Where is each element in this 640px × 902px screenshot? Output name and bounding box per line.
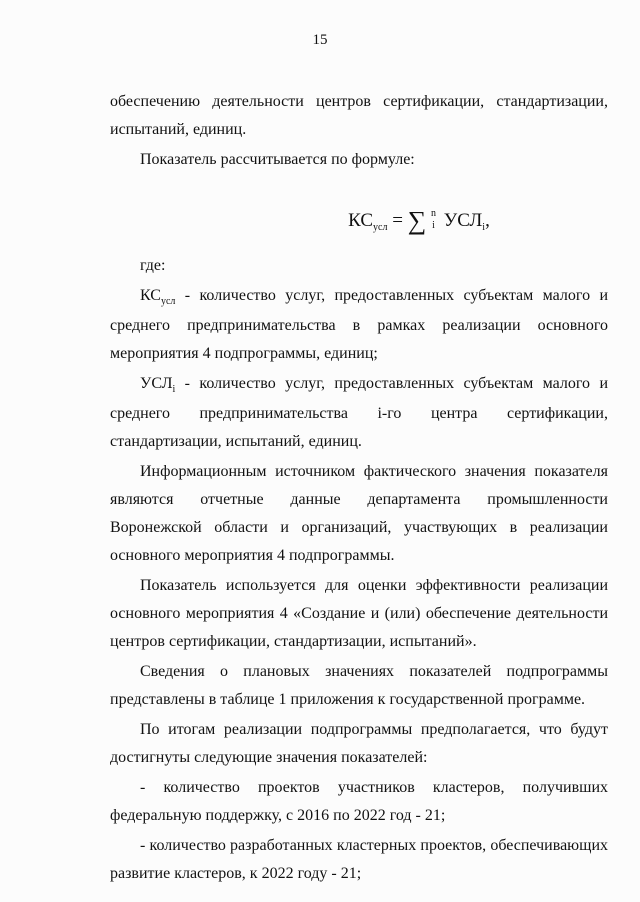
- formula-lhs: $КС_{усл}$: [348, 210, 388, 233]
- sum-symbol: ∑: [407, 206, 427, 235]
- paragraph-continuation: обеспечению деятельности центров сертификации, стандартизации, испытаний, единиц.: [110, 93, 608, 138]
- paragraph-expected-results: По итогам реализации подпрограммы предполагается, что будут достигнуты следующие значения показателей:: [110, 721, 608, 766]
- paragraph-plan-values: Сведения о плановых значениях показателей подпрограммы представлены в таблице 1 приложения к государственной программе.: [110, 663, 608, 708]
- paragraph-info-source: Информационным источником фактического значения показателя являются отчетные данные департамента промышленности Воронежской области и организаций, участвующих в реализации основного мероприятия 4 подпрограммы.: [110, 463, 608, 564]
- paragraph-indicator-usage: Показатель используется для оценки эффективности реализации основного мероприятия 4 «Создание и (или) обеспечение деятельности центров сертификации, стандартизации, испытаний».: [110, 577, 608, 650]
- sum-limits: [431, 208, 436, 232]
- page-number: 15: [312, 32, 328, 48]
- sum-lower-limit: i: [432, 219, 435, 231]
- formula-rhs: $УСЛ_i$,: [443, 210, 490, 233]
- formula-equals: =: [392, 210, 403, 231]
- where-label: где:: [140, 257, 166, 274]
- list-item-developed-projects: - количество разработанных кластерных проектов, обеспечивающих развитие кластеров, к 2022 году - 21;: [110, 837, 608, 882]
- definition-ksusl: $КС_{усл}$ - количество услуг, предоставленных субъектам малого и среднего предпринимательства в рамках реализации основного мероприятия 4 подпрограммы, единиц;: [110, 287, 608, 362]
- formula: [230, 196, 608, 240]
- sum-upper-limit: n: [431, 207, 436, 219]
- list-item-cluster-projects: - количество проектов участников кластеров, получивших федеральную поддержку, с 2016 по 2022 год - 21;: [110, 779, 608, 824]
- definition-usl: $УСЛ_i$ - количество услуг, предоставленных субъектам малого и среднего предпринимательства i-го центра сертификации, стандартизации, испытаний, единиц.: [110, 375, 608, 450]
- body-text: [110, 88, 608, 888]
- paragraph-formula-intro: Показатель рассчитывается по формуле:: [140, 151, 415, 168]
